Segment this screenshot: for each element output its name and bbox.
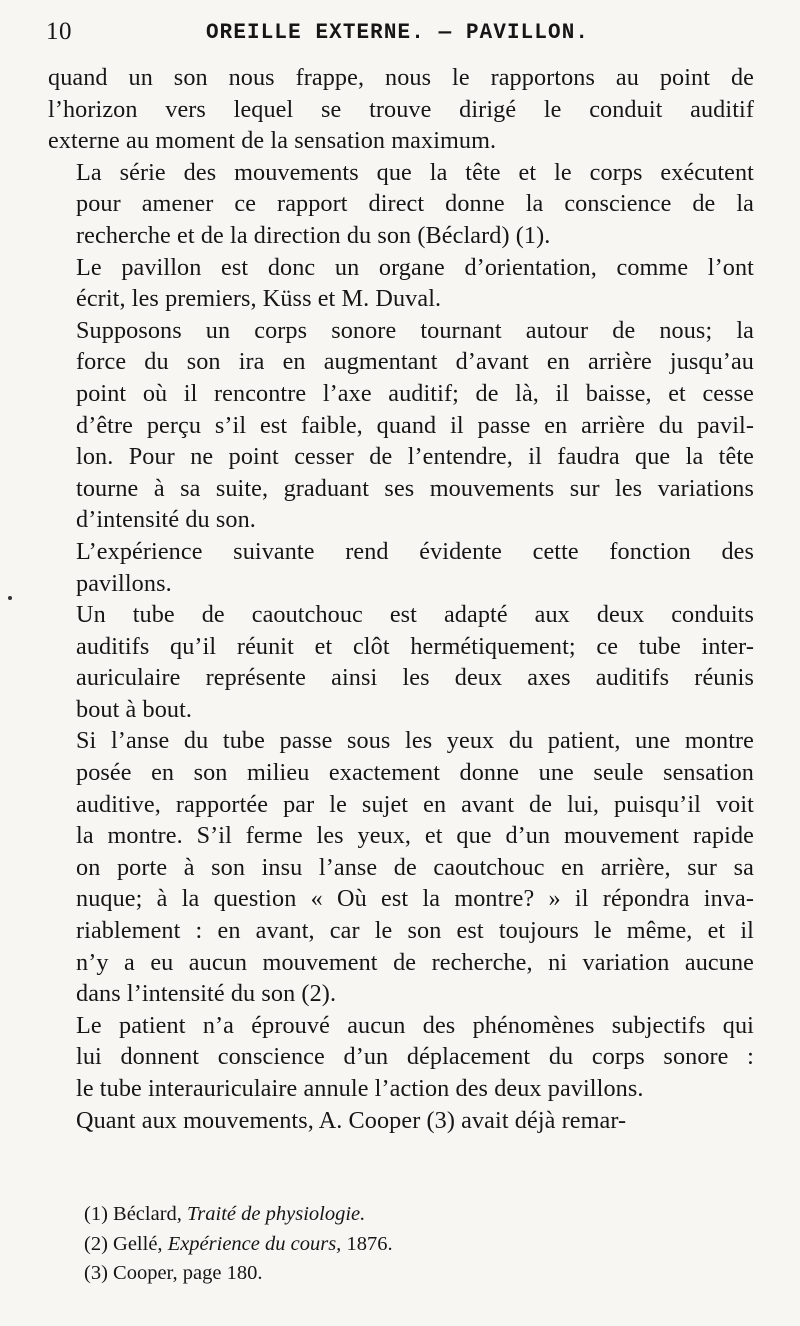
footnote-detail: 1876.	[341, 1232, 393, 1255]
footnote-author: Cooper, page 180.	[113, 1262, 263, 1284]
paragraph	[48, 1010, 754, 1105]
text-line: riablement : en avant, car le son est toujours le même, et il	[76, 917, 754, 945]
text-line: Quant aux mouvements, A. Cooper (3) avait déjà remar-	[76, 1106, 627, 1134]
text-line: auditive, rapportée par le sujet en avant de lui, puisqu’il voit	[76, 790, 754, 818]
footnote	[84, 1259, 724, 1289]
paragraph	[48, 315, 754, 536]
paragraph	[48, 62, 754, 157]
text-line: point où il rencontre l’axe auditif; de là, il baisse, et cesse	[76, 379, 754, 407]
text-line: force du son ira en augmentant d’avant en arrière jusqu’au	[76, 348, 754, 376]
text-line: lon. Pour ne point cesser de l’entendre, il faudra que la tête	[76, 443, 754, 471]
margin-dot	[8, 596, 12, 600]
footnotes	[84, 1200, 724, 1289]
page-header	[46, 18, 756, 52]
text-line: pour amener ce rapport direct donne la conscience de la	[76, 190, 754, 218]
text-line: auriculaire représente ainsi les deux axes auditifs réunis	[76, 664, 754, 692]
text-line: Le patient n’a éprouvé aucun des phénomènes subjectifs qui	[76, 1011, 754, 1039]
text-line: on porte à son insu l’anse de caoutchouc en arrière, sur sa	[76, 853, 754, 881]
text-line: Un tube de caoutchouc est adapté aux deux conduits	[76, 601, 754, 629]
paragraph	[48, 157, 754, 252]
text-line: quand un son nous frappe, nous le rapportons au point de	[48, 64, 754, 91]
paragraph	[48, 536, 754, 599]
text-line: La série des mouvements que la tête et le corps exécutent	[76, 158, 754, 186]
text-line: n’y a eu aucun mouvement de recherche, ni variation aucune	[76, 948, 754, 976]
text-line: bout à bout.	[76, 695, 193, 723]
footnote-number: (2)	[84, 1232, 114, 1255]
text-line: la montre. S’il ferme les yeux, et que d’un mouvement rapide	[76, 822, 754, 850]
text-line: L’expérience suivante rend évidente cette fonction des	[76, 537, 754, 565]
text-line: le tube interauriculaire annule l’action des deux pavillons.	[76, 1075, 644, 1102]
paragraph	[48, 1105, 754, 1137]
footnote-number: (1)	[84, 1203, 114, 1225]
footnote	[84, 1230, 724, 1260]
footnote-number: (3)	[84, 1262, 114, 1284]
text-line: Supposons un corps sonore tournant autour de nous; la	[76, 316, 754, 344]
text-line: recherche et de la direction du son (Béclard) (1).	[76, 221, 551, 249]
text-line: d’être perçu s’il est faible, quand il passe en arrière du pavil-	[76, 411, 754, 439]
text-line: écrit, les premiers, Küss et M. Duval.	[76, 285, 442, 313]
text-line: pavillons.	[76, 569, 172, 597]
text-line: posée en son milieu exactement donne une seule sensation	[76, 759, 754, 787]
text-line: tourne à sa suite, graduant ses mouvements sur les variations	[76, 474, 754, 502]
running-head: OREILLE EXTERNE. — PAVILLON.	[206, 20, 590, 45]
text-line: d’intensité du son.	[76, 506, 256, 534]
text-line: l’horizon vers lequel se trouve dirigé le conduit auditif	[48, 95, 754, 123]
footnote-title: Traité de physiologie.	[187, 1203, 366, 1225]
footnote-author: Gellé,	[113, 1232, 163, 1255]
body-text	[48, 62, 754, 1136]
paragraph	[48, 252, 754, 315]
page-number: 10	[46, 18, 72, 45]
text-line: dans l’intensité du son (2).	[76, 980, 337, 1008]
paragraph	[48, 599, 754, 725]
paragraph	[48, 725, 754, 1009]
text-line: Si l’anse du tube passe sous les yeux du patient, une montre	[76, 727, 754, 755]
text-line: nuque; à la question « Où est la montre? » il répondra inva-	[76, 885, 754, 913]
text-line: externe au moment de la sensation maximum.	[48, 127, 497, 155]
text-line: Le pavillon est donc un organe d’orientation, comme l’ont	[76, 253, 754, 281]
footnote-author: Béclard,	[113, 1203, 182, 1225]
text-line: lui donnent conscience d’un déplacement du corps sonore :	[76, 1043, 754, 1071]
footnote-title: Expérience du cours,	[167, 1232, 342, 1255]
text-line: auditifs qu’il réunit et clôt hermétiquement; ce tube inter-	[76, 632, 754, 660]
footnote	[84, 1200, 724, 1230]
